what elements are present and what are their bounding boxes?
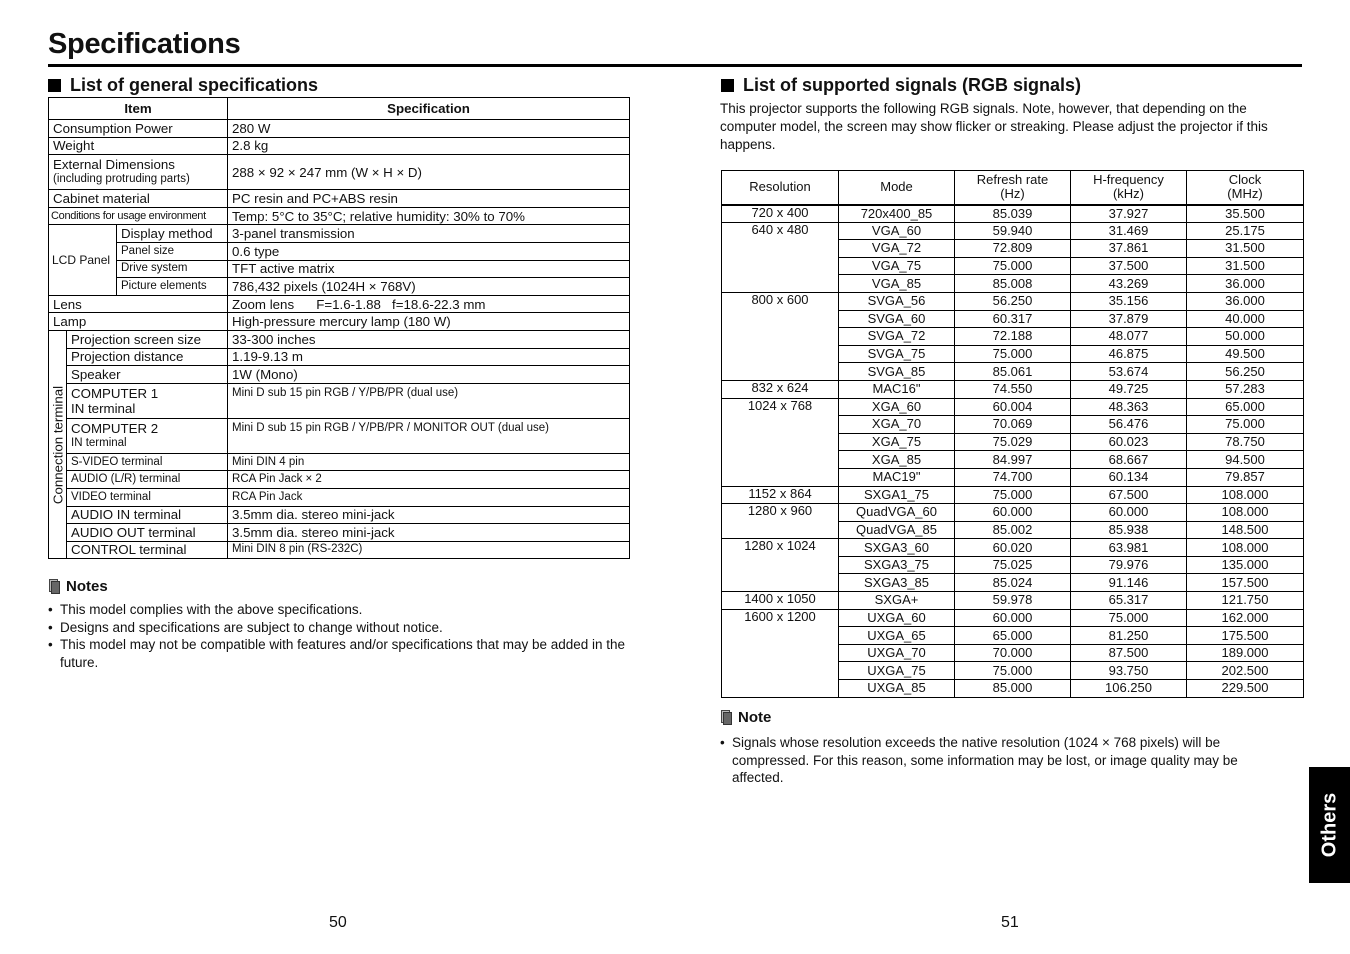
mode-cell: VGA_60 xyxy=(839,222,955,240)
square-bullet-icon xyxy=(48,79,61,92)
header-line: Resolution xyxy=(749,179,811,195)
mode-cell: MAC19" xyxy=(839,468,955,486)
row-item: Projection distance xyxy=(67,348,228,366)
table-row xyxy=(49,453,630,471)
clock-cell: 148.500 xyxy=(1187,521,1304,539)
hfreq-cell: 46.875 xyxy=(1071,345,1187,363)
clock-cell: 108.000 xyxy=(1187,486,1304,504)
clock-cell: 78.750 xyxy=(1187,433,1304,451)
clock-cell: 108.000 xyxy=(1187,504,1304,522)
header-unit: (Hz) xyxy=(1000,186,1025,202)
table-row xyxy=(722,222,1304,240)
row-spec: 1W (Mono) xyxy=(228,366,630,384)
refresh-cell: 70.000 xyxy=(955,644,1071,662)
hfreq-cell: 75.000 xyxy=(1071,609,1187,627)
row-item: S-VIDEO terminal xyxy=(67,453,228,471)
mode-cell: XGA_60 xyxy=(839,398,955,416)
mode-cell: UXGA_70 xyxy=(839,644,955,662)
row-spec: Mini DIN 4 pin xyxy=(228,453,630,471)
general-specs-heading-text: List of general specifications xyxy=(70,75,319,95)
table-row xyxy=(722,486,1304,504)
header-line: Mode xyxy=(880,179,913,195)
table-row xyxy=(722,292,1304,310)
row-item-line: IN terminal xyxy=(71,400,136,416)
mode-cell: SVGA_72 xyxy=(839,328,955,346)
clock-cell: 49.500 xyxy=(1187,345,1304,363)
row-item: Lamp xyxy=(49,313,228,331)
row-item xyxy=(49,155,228,190)
signals-heading xyxy=(721,75,1081,96)
hfreq-cell: 93.750 xyxy=(1071,662,1187,680)
list-item: • This model may not be compatible with features and/or specifications that may be added in the future. xyxy=(48,636,628,671)
mode-cell: UXGA_85 xyxy=(839,680,955,698)
resolution-cell: 800 x 600 xyxy=(722,292,839,380)
hfreq-cell: 48.077 xyxy=(1071,328,1187,346)
mode-cell: UXGA_75 xyxy=(839,662,955,680)
clock-cell: 35.500 xyxy=(1187,205,1304,223)
table-row xyxy=(49,471,630,489)
list-item: • Designs and specifications are subject to change without notice. xyxy=(48,619,628,637)
mode-cell: SXGA3_85 xyxy=(839,574,955,592)
resolution-cell: 720 x 400 xyxy=(722,205,839,223)
table-row xyxy=(49,524,630,542)
clock-cell: 108.000 xyxy=(1187,539,1304,557)
mode-cell: XGA_75 xyxy=(839,433,955,451)
row-spec: 3.5mm dia. stereo mini-jack xyxy=(228,524,630,542)
hfreq-cell: 60.023 xyxy=(1071,433,1187,451)
refresh-cell: 85.002 xyxy=(955,521,1071,539)
row-item: AUDIO IN terminal xyxy=(67,506,228,524)
refresh-cell: 59.978 xyxy=(955,592,1071,610)
refresh-cell: 85.000 xyxy=(955,680,1071,698)
table-row xyxy=(49,207,630,225)
row-item: Projection screen size xyxy=(67,330,228,348)
table-row xyxy=(49,190,630,208)
hfreq-cell: 87.500 xyxy=(1071,644,1187,662)
row-item: Speaker xyxy=(67,366,228,384)
row-item: Conditions for usage environment xyxy=(49,207,228,225)
hfreq-cell: 37.861 xyxy=(1071,240,1187,258)
clock-cell: 162.000 xyxy=(1187,609,1304,627)
mode-cell: QuadVGA_60 xyxy=(839,504,955,522)
row-spec: Zoom lens F=1.6-1.88 f=18.6-22.3 mm xyxy=(228,295,630,313)
mode-cell: SVGA_75 xyxy=(839,345,955,363)
hfreq-cell: 81.250 xyxy=(1071,627,1187,645)
row-item-sub: (including protruding parts) xyxy=(53,173,190,186)
general-specs-table xyxy=(48,97,630,559)
table-row xyxy=(49,366,630,384)
mode-cell: 720x400_85 xyxy=(839,205,955,223)
refresh-cell: 72.809 xyxy=(955,240,1071,258)
title-rule xyxy=(48,64,1302,67)
row-item: CONTROL terminal xyxy=(67,541,228,559)
hfreq-cell: 37.927 xyxy=(1071,205,1187,223)
signals-table-body xyxy=(722,205,1304,698)
row-item-line: COMPUTER 2 xyxy=(71,420,159,436)
hfreq-cell: 48.363 xyxy=(1071,398,1187,416)
table-row xyxy=(49,348,630,366)
hfreq-cell: 106.250 xyxy=(1071,680,1187,698)
col-item-header: Item xyxy=(49,98,228,120)
row-spec: 280 W xyxy=(228,120,630,138)
lcd-panel-label: LCD Panel xyxy=(49,225,117,295)
row-spec: 33-300 inches xyxy=(228,330,630,348)
hfreq-cell: 43.269 xyxy=(1071,275,1187,293)
col-refresh-header xyxy=(955,171,1071,205)
refresh-cell: 75.000 xyxy=(955,257,1071,275)
refresh-cell: 84.997 xyxy=(955,451,1071,469)
hfreq-cell: 67.500 xyxy=(1071,486,1187,504)
signals-table xyxy=(721,170,1304,698)
clock-cell: 65.000 xyxy=(1187,398,1304,416)
clock-cell: 56.250 xyxy=(1187,363,1304,381)
clock-cell: 157.500 xyxy=(1187,574,1304,592)
table-row xyxy=(49,260,630,278)
clock-cell: 31.500 xyxy=(1187,240,1304,258)
refresh-cell: 72.188 xyxy=(955,328,1071,346)
refresh-cell: 75.025 xyxy=(955,556,1071,574)
table-row xyxy=(49,242,630,260)
page-number-right: 51 xyxy=(1001,914,1019,931)
hfreq-cell: 65.317 xyxy=(1071,592,1187,610)
clock-cell: 175.500 xyxy=(1187,627,1304,645)
row-item: Lens xyxy=(49,295,228,313)
mode-cell: SVGA_60 xyxy=(839,310,955,328)
row-spec: Mini DIN 8 pin (RS-232C) xyxy=(228,541,630,559)
others-tab-label: Others xyxy=(1318,792,1340,858)
table-row xyxy=(49,541,630,559)
hfreq-cell: 68.667 xyxy=(1071,451,1187,469)
note-heading xyxy=(721,709,771,726)
resolution-cell: 832 x 624 xyxy=(722,380,839,398)
table-row xyxy=(49,488,630,506)
resolution-cell: 640 x 480 xyxy=(722,222,839,292)
clock-cell: 135.000 xyxy=(1187,556,1304,574)
note-icon xyxy=(721,710,732,725)
table-header-row xyxy=(49,98,630,120)
mode-cell: QuadVGA_85 xyxy=(839,521,955,539)
hfreq-cell: 31.469 xyxy=(1071,222,1187,240)
hfreq-cell: 91.146 xyxy=(1071,574,1187,592)
row-item: VIDEO terminal xyxy=(67,488,228,506)
row-spec: RCA Pin Jack × 2 xyxy=(228,471,630,489)
mode-cell: VGA_85 xyxy=(839,275,955,293)
table-row xyxy=(722,592,1304,610)
connection-terminal-label xyxy=(49,330,67,558)
table-row xyxy=(722,380,1304,398)
page-title: Specifications xyxy=(48,28,241,60)
row-spec: PC resin and PC+ABS resin xyxy=(228,190,630,208)
row-spec: Mini D sub 15 pin RGB / Y/PB/PR (dual use) xyxy=(228,383,630,418)
row-item: AUDIO (L/R) terminal xyxy=(67,471,228,489)
clock-cell: 57.283 xyxy=(1187,380,1304,398)
clock-cell: 25.175 xyxy=(1187,222,1304,240)
mode-cell: MAC16" xyxy=(839,380,955,398)
row-item: Picture elements xyxy=(117,278,228,296)
refresh-cell: 60.000 xyxy=(955,609,1071,627)
header-line: H-frequency xyxy=(1093,172,1164,188)
table-row xyxy=(49,313,630,331)
hfreq-cell: 49.725 xyxy=(1071,380,1187,398)
refresh-cell: 75.029 xyxy=(955,433,1071,451)
hfreq-cell: 85.938 xyxy=(1071,521,1187,539)
resolution-cell: 1600 x 1200 xyxy=(722,609,839,697)
table-row xyxy=(49,383,630,418)
refresh-cell: 75.000 xyxy=(955,345,1071,363)
resolution-cell: 1280 x 960 xyxy=(722,504,839,539)
resolution-cell: 1152 x 864 xyxy=(722,486,839,504)
clock-cell: 31.500 xyxy=(1187,257,1304,275)
table-row xyxy=(49,278,630,296)
page-number-left: 50 xyxy=(329,914,347,931)
mode-cell: XGA_70 xyxy=(839,416,955,434)
refresh-cell: 85.008 xyxy=(955,275,1071,293)
resolution-cell: 1400 x 1050 xyxy=(722,592,839,610)
clock-cell: 40.000 xyxy=(1187,310,1304,328)
hfreq-cell: 60.000 xyxy=(1071,504,1187,522)
row-item: Display method xyxy=(117,225,228,243)
table-row xyxy=(49,225,630,243)
row-item-sub: IN terminal xyxy=(71,436,127,449)
table-row xyxy=(722,609,1304,627)
refresh-cell: 70.069 xyxy=(955,416,1071,434)
table-row xyxy=(49,120,630,138)
mode-cell: SVGA_85 xyxy=(839,363,955,381)
mode-cell: XGA_85 xyxy=(839,451,955,469)
refresh-cell: 85.024 xyxy=(955,574,1071,592)
col-resolution-header xyxy=(722,171,839,205)
col-spec-header: Specification xyxy=(228,98,630,120)
col-clock-header xyxy=(1187,171,1304,205)
mode-cell: SXGA3_75 xyxy=(839,556,955,574)
notes-heading xyxy=(49,578,108,595)
clock-cell: 75.000 xyxy=(1187,416,1304,434)
mode-cell: SXGA3_60 xyxy=(839,539,955,557)
row-spec: 3.5mm dia. stereo mini-jack xyxy=(228,506,630,524)
row-item: Weight xyxy=(49,137,228,155)
mode-cell: SVGA_56 xyxy=(839,292,955,310)
refresh-cell: 75.000 xyxy=(955,486,1071,504)
signals-intro: This projector supports the following RGB signals. Note, however, that depending on the computer model, the screen may show flicker or streaking. Please adjust the projector if this happens. xyxy=(720,101,1268,152)
refresh-cell: 59.940 xyxy=(955,222,1071,240)
clock-cell: 121.750 xyxy=(1187,592,1304,610)
hfreq-cell: 37.500 xyxy=(1071,257,1187,275)
hfreq-cell: 60.134 xyxy=(1071,468,1187,486)
list-item: • This model complies with the above specifications. xyxy=(48,601,628,619)
hfreq-cell: 35.156 xyxy=(1071,292,1187,310)
mode-cell: SXGA+ xyxy=(839,592,955,610)
row-item-line: COMPUTER 1 xyxy=(71,385,159,401)
table-row xyxy=(49,506,630,524)
signals-heading-text: List of supported signals (RGB signals) xyxy=(743,75,1082,95)
row-item: Consumption Power xyxy=(49,120,228,138)
row-spec: 288 × 92 × 247 mm (W × H × D) xyxy=(228,155,630,190)
row-spec: 2.8 kg xyxy=(228,137,630,155)
note-heading-text: Note xyxy=(738,709,772,726)
refresh-cell: 85.039 xyxy=(955,205,1071,223)
notes-heading-text: Notes xyxy=(66,578,108,595)
notes-list xyxy=(48,601,628,671)
signals-header-row xyxy=(722,171,1304,205)
row-item-line: External Dimensions xyxy=(53,157,175,173)
clock-cell: 189.000 xyxy=(1187,644,1304,662)
row-item: AUDIO OUT terminal xyxy=(67,524,228,542)
table-row xyxy=(722,205,1304,223)
row-spec: RCA Pin Jack xyxy=(228,488,630,506)
square-bullet-icon xyxy=(721,79,734,92)
others-side-tab xyxy=(1309,767,1350,883)
table-row xyxy=(722,398,1304,416)
mode-cell: VGA_75 xyxy=(839,257,955,275)
hfreq-cell: 56.476 xyxy=(1071,416,1187,434)
header-unit: (MHz) xyxy=(1227,186,1263,202)
table-row xyxy=(722,539,1304,557)
refresh-cell: 74.550 xyxy=(955,380,1071,398)
note-icon xyxy=(49,579,60,594)
table-row xyxy=(49,418,630,453)
hfreq-cell: 63.981 xyxy=(1071,539,1187,557)
row-item: Drive system xyxy=(117,260,228,278)
hfreq-cell: 37.879 xyxy=(1071,310,1187,328)
row-spec: Temp: 5°C to 35°C; relative humidity: 30% to 70% xyxy=(228,207,630,225)
clock-cell: 50.000 xyxy=(1187,328,1304,346)
mode-cell: VGA_72 xyxy=(839,240,955,258)
table-row xyxy=(722,504,1304,522)
row-spec: 786,432 pixels (1024H × 768V) xyxy=(228,278,630,296)
row-spec: High-pressure mercury lamp (180 W) xyxy=(228,313,630,331)
row-spec: 1.19-9.13 m xyxy=(228,348,630,366)
mode-cell: UXGA_60 xyxy=(839,609,955,627)
resolution-cell: 1280 x 1024 xyxy=(722,539,839,592)
refresh-cell: 75.000 xyxy=(955,662,1071,680)
refresh-cell: 60.020 xyxy=(955,539,1071,557)
table-row xyxy=(49,295,630,313)
refresh-cell: 60.317 xyxy=(955,310,1071,328)
resolution-cell: 1024 x 768 xyxy=(722,398,839,486)
clock-cell: 202.500 xyxy=(1187,662,1304,680)
connection-terminal-text: Connection terminal xyxy=(50,385,65,504)
clock-cell: 36.000 xyxy=(1187,275,1304,293)
clock-cell: 36.000 xyxy=(1187,292,1304,310)
header-line: Refresh rate xyxy=(976,172,1049,188)
row-spec: 3-panel transmission xyxy=(228,225,630,243)
hfreq-cell: 79.976 xyxy=(1071,556,1187,574)
mode-cell: UXGA_65 xyxy=(839,627,955,645)
row-spec: Mini D sub 15 pin RGB / Y/PB/PR / MONITOR OUT (dual use) xyxy=(228,418,630,453)
row-item: Panel size xyxy=(117,242,228,260)
refresh-cell: 74.700 xyxy=(955,468,1071,486)
row-spec: TFT active matrix xyxy=(228,260,630,278)
clock-cell: 79.857 xyxy=(1187,468,1304,486)
table-row xyxy=(49,137,630,155)
row-item: Cabinet material xyxy=(49,190,228,208)
clock-cell: 94.500 xyxy=(1187,451,1304,469)
header-line: Clock xyxy=(1228,172,1262,188)
refresh-cell: 60.000 xyxy=(955,504,1071,522)
table-row xyxy=(49,155,630,190)
list-item: • Signals whose resolution exceeds the native resolution (1024 × 768 pixels) will be compressed. For this reason, some information may be lost, or image quality may be affected. xyxy=(720,734,1290,787)
row-spec: 0.6 type xyxy=(228,242,630,260)
note-list xyxy=(720,734,1290,787)
refresh-cell: 85.061 xyxy=(955,363,1071,381)
header-unit: (kHz) xyxy=(1112,186,1145,202)
refresh-cell: 60.004 xyxy=(955,398,1071,416)
col-hfreq-header xyxy=(1071,171,1187,205)
hfreq-cell: 53.674 xyxy=(1071,363,1187,381)
table-row xyxy=(49,330,630,348)
refresh-cell: 65.000 xyxy=(955,627,1071,645)
row-item xyxy=(67,383,228,418)
col-mode-header xyxy=(839,171,955,205)
refresh-cell: 56.250 xyxy=(955,292,1071,310)
clock-cell: 229.500 xyxy=(1187,680,1304,698)
row-item xyxy=(67,418,228,453)
mode-cell: SXGA1_75 xyxy=(839,486,955,504)
general-specs-heading xyxy=(48,75,318,96)
